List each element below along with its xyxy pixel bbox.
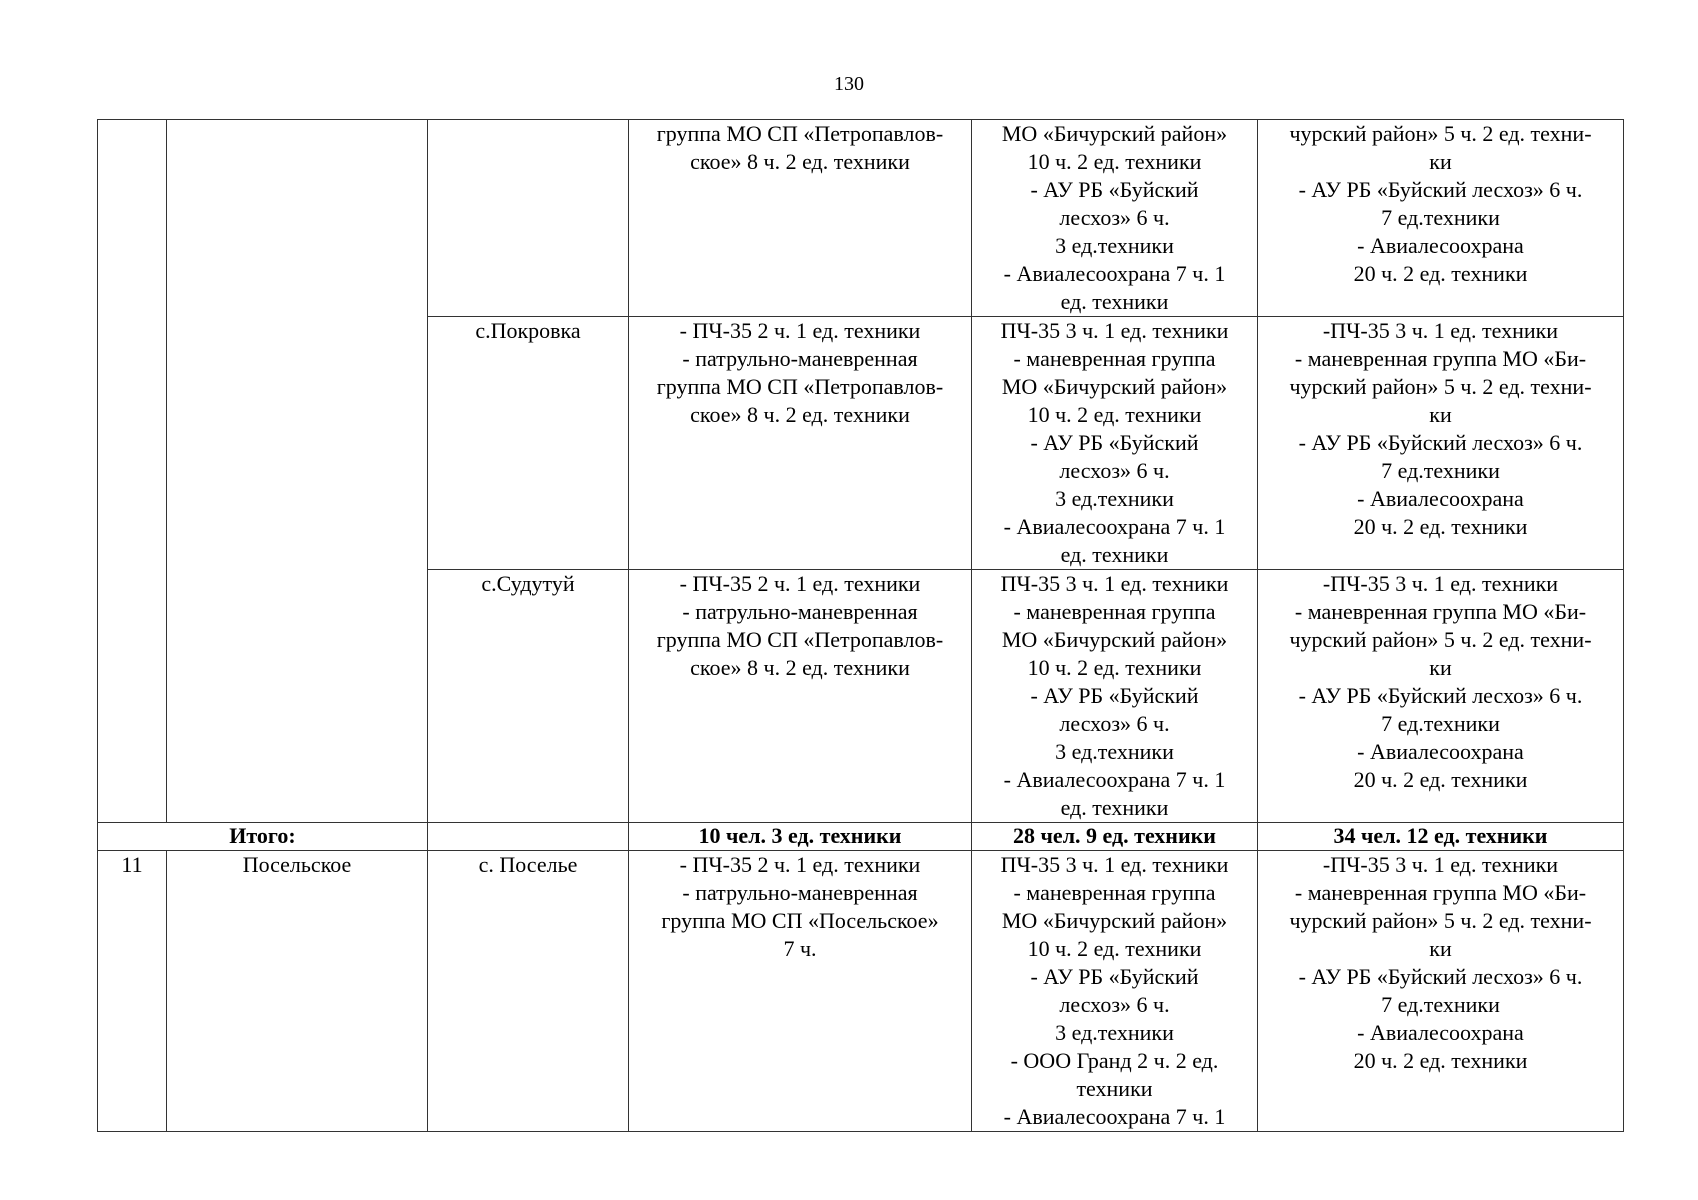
cell-line: -ПЧ-35 3 ч. 1 ед. техники <box>1322 318 1559 343</box>
cell-line: ед. техники <box>1060 795 1169 820</box>
total-primary: 10 чел. 3 ед. техники <box>629 823 972 851</box>
cell-line: ское» 8 ч. 2 ед. техники <box>690 655 910 680</box>
primary-forces-cell <box>629 317 972 570</box>
cell-line: 10 ч. 2 ед. техники <box>1027 655 1202 680</box>
cell-line: - Авиалесоохрана 7 ч. 1 <box>1003 767 1226 792</box>
primary-forces-cell <box>629 570 972 823</box>
cell-line: ское» 8 ч. 2 ед. техники <box>690 402 910 427</box>
cell-line: - АУ РБ «Буйский лесхоз» 6 ч. <box>1298 177 1583 202</box>
cell-line: чурский район» 5 ч. 2 ед. техни- <box>1289 121 1592 146</box>
cell-line: - АУ РБ «Буйский <box>1030 964 1199 989</box>
cell-line: - патрульно-маневренная <box>682 880 918 905</box>
cell-line: - маневренная группа <box>1013 346 1216 371</box>
cell-line: - Авиалесоохрана 7 ч. 1 <box>1003 1104 1226 1129</box>
municipality-cell <box>167 120 428 823</box>
cell-line: -ПЧ-35 3 ч. 1 ед. техники <box>1322 571 1559 596</box>
cell-line: МО «Бичурский район» <box>1001 121 1228 146</box>
cell-line: лесхоз» 6 ч. <box>1059 205 1170 230</box>
primary-forces-cell <box>629 851 972 1132</box>
table-row <box>98 120 1624 317</box>
cell-line: лесхоз» 6 ч. <box>1059 458 1170 483</box>
cell-line: группа МО СП «Посельское» <box>661 908 939 933</box>
cell-line: - ПЧ-35 2 ч. 1 ед. техники <box>679 318 921 343</box>
cell-line: чурский район» 5 ч. 2 ед. техни- <box>1289 908 1592 933</box>
cell-line: - Авиалесоохрана <box>1357 739 1524 764</box>
cell-line: - маневренная группа МО «Би- <box>1294 346 1587 371</box>
municipality-name: Посельское <box>242 852 352 877</box>
cell-line: группа МО СП «Петропавлов- <box>656 121 944 146</box>
cell-line: МО «Бичурский район» <box>1001 908 1228 933</box>
cell-line: 7 ед.техники <box>1381 458 1500 483</box>
cell-line: 7 ч. <box>783 936 817 961</box>
cell-line: - ПЧ-35 2 ч. 1 ед. техники <box>679 852 921 877</box>
tertiary-forces-cell <box>1258 570 1624 823</box>
secondary-forces-cell <box>972 851 1258 1132</box>
cell-line: 10 ч. 2 ед. техники <box>1027 936 1202 961</box>
cell-line: 20 ч. 2 ед. техники <box>1353 261 1528 286</box>
number-cell <box>98 120 167 823</box>
cell-line: - АУ РБ «Буйский лесхоз» 6 ч. <box>1298 430 1583 455</box>
cell-line: чурский район» 5 ч. 2 ед. техни- <box>1289 374 1592 399</box>
cell-line: ед. техники <box>1060 289 1169 314</box>
cell-line: чурский район» 5 ч. 2 ед. техни- <box>1289 627 1592 652</box>
settlement-name: с.Судутуй <box>481 571 575 596</box>
primary-forces-cell <box>629 120 972 317</box>
cell-line: ки <box>1429 655 1452 680</box>
settlement-cell <box>428 851 629 1132</box>
cell-line: - АУ РБ «Буйский <box>1030 430 1199 455</box>
cell-line: -ПЧ-35 3 ч. 1 ед. техники <box>1322 852 1559 877</box>
secondary-forces-cell <box>972 570 1258 823</box>
cell-line: - Авиалесоохрана 7 ч. 1 <box>1003 261 1226 286</box>
cell-line: 7 ед.техники <box>1381 711 1500 736</box>
cell-line: ки <box>1429 149 1452 174</box>
cell-line: - Авиалесоохрана <box>1357 233 1524 258</box>
page-number: 130 <box>834 73 864 95</box>
total-row <box>98 823 1624 851</box>
cell-line: ПЧ-35 3 ч. 1 ед. техники <box>1000 318 1229 343</box>
cell-line: МО «Бичурский район» <box>1001 627 1228 652</box>
cell-line: - Авиалесоохрана <box>1357 486 1524 511</box>
cell-line: ед. техники <box>1060 542 1169 567</box>
resources-table <box>97 119 1624 1132</box>
cell-line: 3 ед.техники <box>1055 233 1174 258</box>
cell-line: ПЧ-35 3 ч. 1 ед. техники <box>1000 571 1229 596</box>
total-settlement-cell <box>428 823 629 851</box>
cell-line: 20 ч. 2 ед. техники <box>1353 514 1528 539</box>
tertiary-forces-cell <box>1258 851 1624 1132</box>
table-row <box>98 851 1624 1132</box>
cell-line: техники <box>1076 1076 1153 1101</box>
cell-line: - маневренная группа <box>1013 880 1216 905</box>
cell-line: - патрульно-маневренная <box>682 599 918 624</box>
cell-line: ки <box>1429 936 1452 961</box>
cell-line: - маневренная группа МО «Би- <box>1294 599 1587 624</box>
cell-line: лесхоз» 6 ч. <box>1059 992 1170 1017</box>
cell-line: ки <box>1429 402 1452 427</box>
cell-line: 7 ед.техники <box>1381 205 1500 230</box>
settlement-cell <box>428 570 629 823</box>
cell-line: МО «Бичурский район» <box>1001 374 1228 399</box>
total-label: Итого: <box>98 823 428 851</box>
cell-line: 10 ч. 2 ед. техники <box>1027 149 1202 174</box>
cell-line: - АУ РБ «Буйский <box>1030 177 1199 202</box>
cell-line: 10 ч. 2 ед. техники <box>1027 402 1202 427</box>
cell-line: группа МО СП «Петропавлов- <box>656 627 944 652</box>
cell-line: - АУ РБ «Буйский лесхоз» 6 ч. <box>1298 683 1583 708</box>
cell-line: группа МО СП «Петропавлов- <box>656 374 944 399</box>
settlement-cell <box>428 317 629 570</box>
cell-line: 3 ед.техники <box>1055 1020 1174 1045</box>
settlement-name: с.Покровка <box>475 318 581 343</box>
cell-line: 7 ед.техники <box>1381 992 1500 1017</box>
cell-line: - ПЧ-35 2 ч. 1 ед. техники <box>679 571 921 596</box>
cell-line: - АУ РБ «Буйский лесхоз» 6 ч. <box>1298 964 1583 989</box>
cell-line: - патрульно-маневренная <box>682 346 918 371</box>
settlement-cell <box>428 120 629 317</box>
cell-line: 20 ч. 2 ед. техники <box>1353 767 1528 792</box>
row-number: 11 <box>98 851 167 1132</box>
secondary-forces-cell <box>972 317 1258 570</box>
settlement-name: с. Поселье <box>478 852 578 877</box>
cell-line: - Авиалесоохрана <box>1357 1020 1524 1045</box>
cell-line: - АУ РБ «Буйский <box>1030 683 1199 708</box>
cell-line: - маневренная группа МО «Би- <box>1294 880 1587 905</box>
cell-line: ское» 8 ч. 2 ед. техники <box>690 149 910 174</box>
cell-line: - маневренная группа <box>1013 599 1216 624</box>
total-secondary: 28 чел. 9 ед. техники <box>972 823 1258 851</box>
secondary-forces-cell <box>972 120 1258 317</box>
total-tertiary: 34 чел. 12 ед. техники <box>1258 823 1624 851</box>
cell-line: 20 ч. 2 ед. техники <box>1353 1048 1528 1073</box>
cell-line: ПЧ-35 3 ч. 1 ед. техники <box>1000 852 1229 877</box>
tertiary-forces-cell <box>1258 317 1624 570</box>
cell-line: - ООО Гранд 2 ч. 2 ед. <box>1010 1048 1219 1073</box>
cell-line: - Авиалесоохрана 7 ч. 1 <box>1003 514 1226 539</box>
cell-line: 3 ед.техники <box>1055 486 1174 511</box>
cell-line: 3 ед.техники <box>1055 739 1174 764</box>
tertiary-forces-cell <box>1258 120 1624 317</box>
cell-line: лесхоз» 6 ч. <box>1059 711 1170 736</box>
municipality-cell <box>167 851 428 1132</box>
